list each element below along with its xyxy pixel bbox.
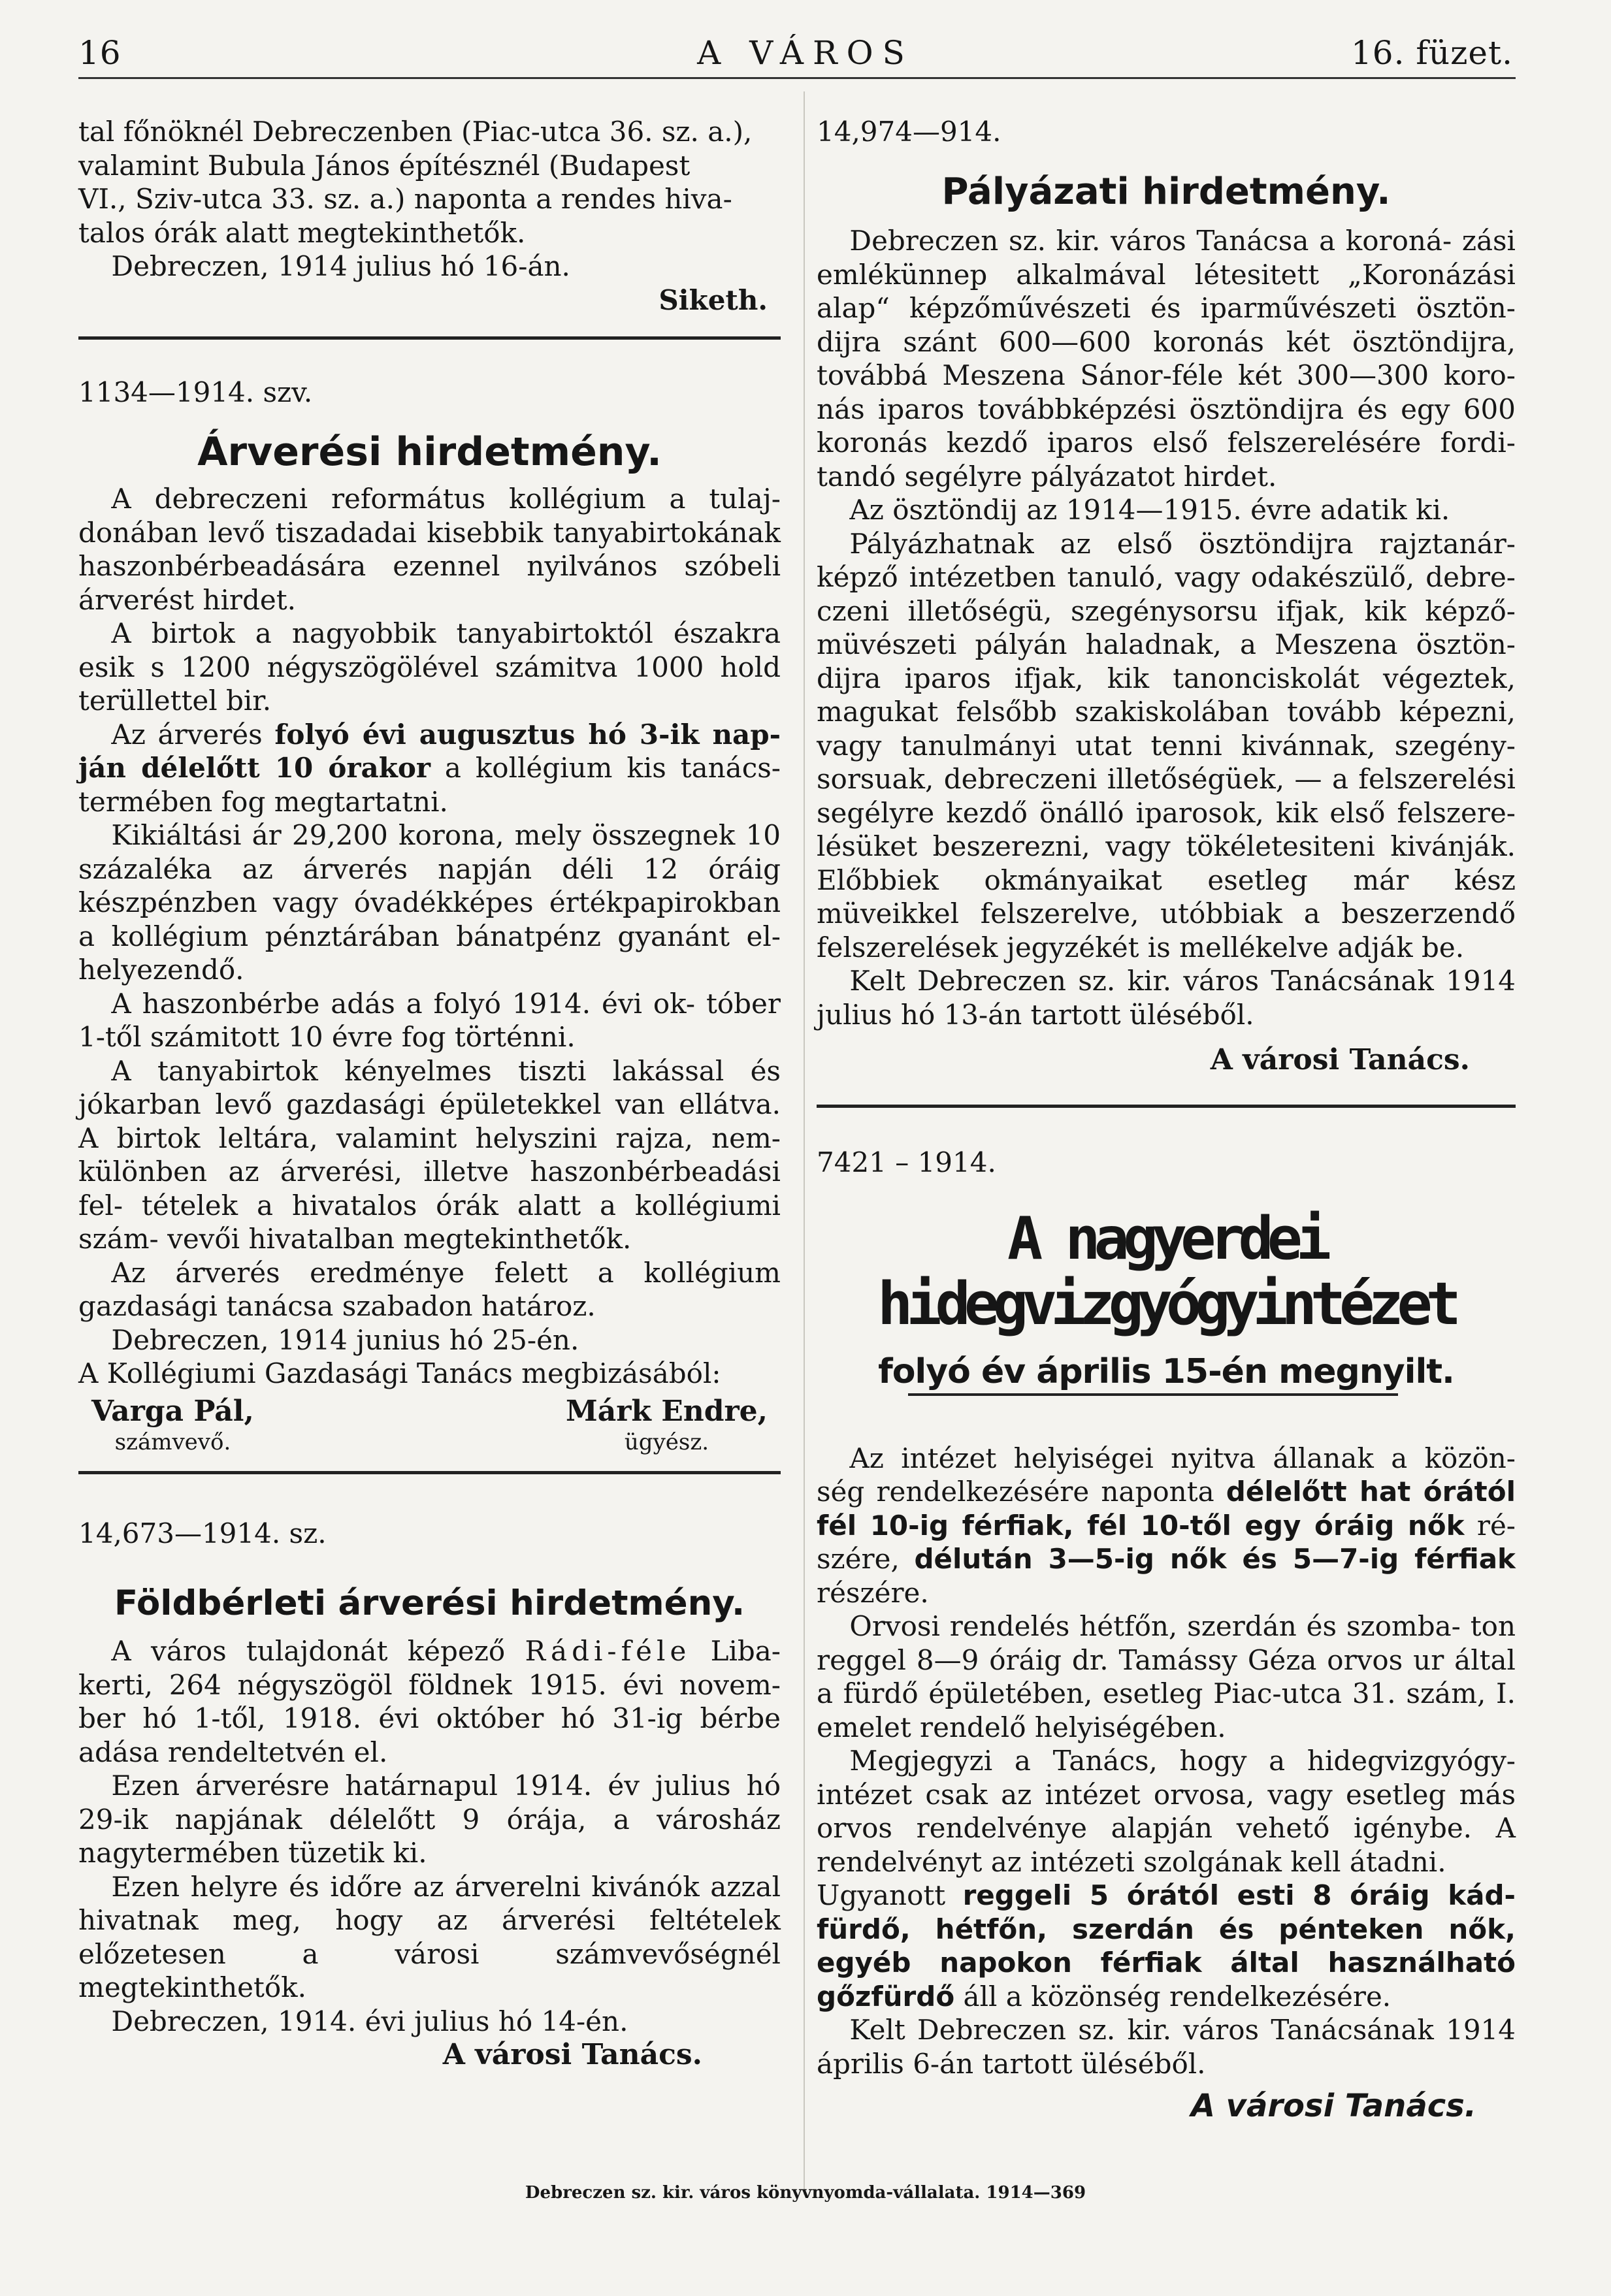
section-rule (78, 336, 781, 340)
land-lease-paragraph: Ezen árverésre határnapul 1914. év julius hó 29-ik napjának délelőtt 9 órája, a városház nagytermében tüzetik ki. (78, 1770, 781, 1869)
intro-line: VI., Sziv-utca 33. sz. a.) naponta a rendes hiva- (78, 183, 732, 215)
land-lease-title: Földbérleti árverési hirdetmény. (114, 1583, 745, 1623)
spa-signature: A városi Tanács. (1190, 2088, 1476, 2124)
text-run: ré- szére, (817, 1509, 1516, 1575)
auction-paragraph: A birtok a nagyobbik tanyabirtoktól északra esik s 1200 négyszögölével számitva 1000 hold terüllettel bir. (78, 617, 781, 717)
land-lease-paragraph (78, 1634, 781, 1769)
signature-name: Márk Endre, (566, 1394, 768, 1428)
text-run: részére. (817, 1576, 929, 1609)
signature-role: ügyész. (624, 1429, 709, 1455)
spa-notice (817, 1146, 1516, 2124)
spa-subtitle-rule (908, 1393, 1398, 1396)
hours-bold: délután 3—5-ig nők és 5—7-ig férfiak (914, 1543, 1516, 1575)
scholarship-paragraph: Kelt Debreczen sz. kir. város Tanácsának 1914 julius hó 13-án tartott üléséből. (817, 965, 1516, 1031)
text-run: Liba- kerti, 264 négyszögöl földnek 1915. évi novem- ber hó 1-től, 1918. évi október hó 31-ig bérbe adása rendeltetvén el. (78, 1635, 781, 1768)
intro-date: Debreczen, 1914 julius hó 16-án. (111, 250, 570, 282)
printer-imprint: Debreczen sz. kir. város könyvnyomda-vállalata. 1914—369 (525, 2183, 1086, 2203)
auction-mandate: A Kollégiumi Gazdasági Tanács megbizásából: (78, 1357, 721, 1389)
text-run: áll a közönség rendelkezésére. (963, 1980, 1391, 2013)
auction-paragraph: Az árverés eredménye felett a kollégium gazdasági tanácsa szabadon határoz. (78, 1256, 781, 1322)
auction-notice (78, 376, 781, 1457)
spa-paragraph (817, 1442, 1516, 1610)
property-name: Rádi-féle (525, 1635, 691, 1667)
auction-ref: 1134—1914. szv. (78, 376, 313, 408)
signature-role: számvevő. (114, 1429, 231, 1455)
text-run: A város tulajdonát képező (111, 1635, 506, 1667)
scholarship-paragraph: Az ösztöndij az 1914—1915. évre adatik ki. (849, 494, 1450, 526)
bath-hours-bold: reggeli 5 órától esti 8 óráig kád- fürdő, hétfőn, szerdán és pénteken nők, egyéb napokon férfiak által használható gőzfürdő (817, 1879, 1516, 2013)
scholarship-notice (817, 115, 1516, 1077)
spa-ref: 7421 – 1914. (817, 1146, 996, 1178)
spa-paragraph: Kelt Debreczen sz. kir. város Tanácsának 1914 április 6-án tartott üléséből. (817, 2014, 1516, 2080)
spa-title: A nagyerdei hidegvizgyógyintézet (877, 1205, 1455, 1338)
signature-name: Varga Pál, (91, 1394, 254, 1428)
spa-paragraph: Megjegyzi a Tanács, hogy a hidegvizgyógy- intézet csak az intézet orvosa, vagy esetleg más orvos rendelvénye alapján vehető igénybe. A rendelvényt az intézeti szolgának kell átadni. (817, 1745, 1516, 1878)
signature-block (566, 1395, 781, 1457)
text-run: Ugyanott (817, 1879, 946, 1911)
signature-block (78, 1395, 254, 1457)
section-rule (817, 1105, 1516, 1108)
text-run: Az árverés (111, 718, 263, 751)
scholarship-ref: 14,974—914. (817, 116, 1001, 148)
scholarship-title: Pályázati hirdetmény. (941, 170, 1391, 213)
right-column (817, 115, 1516, 2124)
auction-paragraph: A tanyabirtok kényelmes tiszti lakással és jókarban levő gazdasági épületekkel van ellátva. A birtok leltára, valamint helyszini rajza, nem- különben az árverési, illetve haszonbérbeadási fel- tételek a hivatalos órák alatt a kollégiumi szám- vevői hivatalban megtekinthetők. (78, 1054, 781, 1255)
auction-paragraph: A debreczeni református kollégium a tulaj- donában levő tiszadadai kisebbik tanyabirtokának haszonbérbeadására ezennel nyilvános szóbeli árverést hirdet. (78, 483, 781, 616)
intro-line: tal főnöknél Debreczenben (Piac-utca 36. sz. a.), (78, 116, 753, 148)
auction-paragraph: Kikiáltási ár 29,200 korona, mely összegnek 10 százaléka az árverés napján déli 12 óráig készpénzben vagy óvadékképes értékpapirokban a kollégium pénztárában bánatpénz gyanánt el- helyezendő. (78, 819, 781, 986)
auction-signatures (78, 1395, 781, 1457)
text-run: Az intézet helyiségei nyitva állanak a közön- ség rendelkezésére naponta (817, 1442, 1516, 1508)
land-lease-date: Debreczen, 1914. évi julius hó 14-én. (111, 2005, 628, 2037)
header-rule (78, 77, 1516, 79)
section-rule (78, 1471, 781, 1474)
intro-block (78, 115, 781, 317)
auction-paragraph (78, 718, 781, 819)
intro-signature: Siketh. (659, 283, 768, 316)
spa-paragraph (817, 1879, 1516, 2013)
issue-number: 16. füzet. (1350, 34, 1513, 72)
left-column (78, 115, 781, 2072)
column-divider (804, 91, 805, 2195)
spa-subtitle: folyó év április 15-én megnyilt. (878, 1352, 1454, 1391)
auction-title: Árverési hirdetmény. (197, 428, 662, 475)
auction-paragraph: A haszonbérbe adás a folyó 1914. évi ok- tóber 1-től számitott 10 évre fog történni. (78, 987, 781, 1053)
land-lease-signature: A városi Tanács. (442, 2038, 702, 2071)
land-lease-notice (78, 1517, 781, 2072)
intro-line: valamint Bubula János építésznél (Budapest (78, 149, 691, 182)
scholarship-signature: A városi Tanács. (1210, 1043, 1470, 1076)
page-number: 16 (78, 34, 122, 72)
intro-line: talos órák alatt megtekinthetők. (78, 216, 526, 249)
land-lease-ref: 14,673—1914. sz. (78, 1517, 327, 1549)
spa-paragraph: Orvosi rendelés hétfőn, szerdán és szomba- ton reggel 8—9 óráig dr. Tamássy Géza orvos ur által a fürdő épületében, esetleg Piac-utca 31. szám, I. emelet rendelő helyiségében. (817, 1610, 1516, 1743)
scholarship-paragraph: Debreczen sz. kir. város Tanácsa a koroná- zási emlékünnep alkalmával létesitett „Koronázási alap“ képzőművészeti és iparművészeti ösztön- dijra szánt 600—600 koronás két ösztöndijra, továbbá Meszena Sánor-féle két 300—300 koro- nás iparos továbbképzési ösztöndijra és egy 600 koronás kezdő iparos első felszerelésére fordi- tandó segélyre pályázatot hirdet. (817, 225, 1516, 493)
masthead-title: A VÁROS (697, 34, 914, 72)
land-lease-paragraph: Ezen helyre és időre az árverelni kivánók azzal hivatnak meg, hogy az árverési feltételek előzetesen a városi számvevőségnél megtekinthetők. (78, 1870, 781, 2003)
text-run: a kollégium kis tanács- termében fog megtartatni. (78, 752, 781, 818)
auction-date-bold: folyó évi augusztus hó 3-ik nap- ján délelőtt 10 órakor (78, 718, 781, 784)
auction-date: Debreczen, 1914 junius hó 25-én. (111, 1323, 579, 1356)
scholarship-paragraph: Pályázhatnak az első ösztöndijra rajztanár- képző intézetben tanuló, vagy odakészülő, debre- czeni illetőségü, szegénysorsu ifjak, kik képző- müvészeti pályán haladnak, a Meszena ösztön- dijra iparos ifjak, kik tanonciskolát végeztek, magukat felsőbb szakiskolában tovább képezni, vagy tanulmányi utat tenni kivánnak, szegény- sorsuak, debreczeni illetőségüek, — a felszerelési segélyre kezdő önálló iparosok, kik első felszere- lésüket beszerezni, vagy tökéletesiteni kivánják. Előbbiek okmányaikat esetleg már kész müveikkel felszerelve, utóbbiak a beszerzendő felszerelések jegyzékét is mellékelve adják be. (817, 527, 1516, 963)
hours-bold: délelőtt hat órától fél 10-ig férfiak, fél 10-től egy óráig nők (817, 1476, 1516, 1542)
